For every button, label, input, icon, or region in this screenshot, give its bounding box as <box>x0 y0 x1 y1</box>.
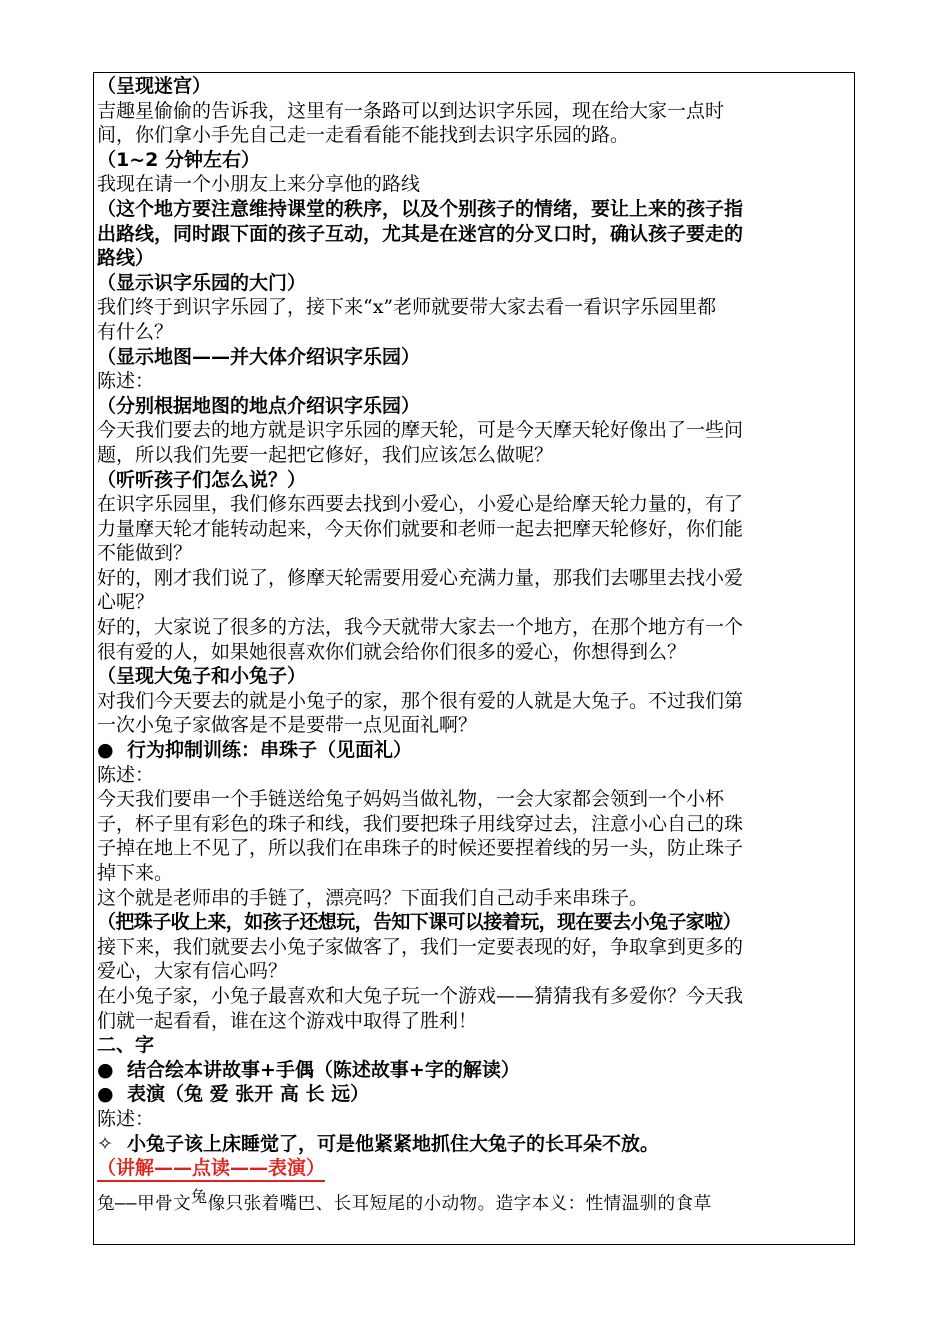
paragraph-line: 我现在请一个小朋友上来分享他的路线 <box>97 173 421 196</box>
paragraph-line: 爱心，大家有信心吗？ <box>97 960 288 983</box>
paragraph-line: 子，杯子里有彩色的珠子和线，我们要把珠子用线穿过去，注意小心自己的珠 <box>97 812 744 835</box>
bullet-icon: ● <box>97 739 114 762</box>
oracle-bone-glyph: 兔 <box>191 1186 208 1206</box>
stage-note: （显示识字乐园的大门） <box>97 271 307 294</box>
paragraph-line: 今天我们要串一个手链送给兔子妈妈当做礼物，一会大家都会领到一个小杯 <box>97 788 725 811</box>
diamond-heading <box>97 1132 853 1157</box>
paragraph-line <box>97 1185 853 1216</box>
paragraph-line: 一次小兔子家做客是不是要带一点见面礼啊？ <box>97 714 478 737</box>
paragraph-line: 在小兔子家，小兔子最喜欢和大兔子玩一个游戏——猜猜我有多爱你？今天我 <box>97 984 744 1007</box>
bullet-heading <box>97 1082 853 1107</box>
bullet-icon: ● <box>97 1083 114 1106</box>
paragraph-line: 很有爱的人，如果她很喜欢你们就会给你们很多的爱心，你想得到么？ <box>97 640 687 663</box>
stage-note: （呈现迷宫） <box>97 75 212 97</box>
bullet-heading <box>97 1058 853 1083</box>
bullet-text: 表演（兔 爱 张开 高 长 远） <box>127 1083 370 1106</box>
paragraph-line: 我们终于到识字乐园了，接下来“x”老师就要带大家去看一看识字乐园里都 <box>97 296 717 319</box>
paragraph-line: 题，所以我们先要一起把它修好，我们应该怎么做呢？ <box>97 443 554 466</box>
paragraph-line: 心呢？ <box>97 591 155 614</box>
paragraph-line: 吉趣星偷偷的告诉我，这里有一条路可以到达识字乐园，现在给大家一点时 <box>97 99 725 122</box>
paragraph-line: 在识字乐园里，我们修东西要去找到小爱心，小爱心是给摩天轮力量的，有了 <box>97 493 744 516</box>
paragraph-line: 陈述： <box>97 370 155 393</box>
stage-note: （呈现大兔子和小兔子） <box>97 665 307 688</box>
stage-note: （显示地图——并大体介绍识字乐园） <box>97 345 421 368</box>
red-note-text: （讲解——点读——表演） <box>97 1157 325 1182</box>
paragraph-line: 力量摩天轮才能转动起来，今天你们就要和老师一起去把摩天轮修好，你们能 <box>97 517 744 540</box>
paragraph-line: 好的，大家说了很多的方法，我今天就带大家去一个地方，在那个地方有一个 <box>97 616 744 639</box>
paragraph-line: 陈述： <box>97 763 155 786</box>
paragraph-line: 陈述： <box>97 1107 155 1130</box>
stage-note: （把珠子收上来，如孩子还想玩，告知下课可以接着玩，现在要去小兔子家啦） <box>97 911 742 934</box>
paragraph-line: 子掉在地上不见了，所以我们在串珠子的时候还要捏着线的另一头，防止珠子 <box>97 837 744 860</box>
section-heading: 二、字 <box>97 1034 155 1057</box>
paragraph-line: 这个就是老师串的手链了，漂亮吗？下面我们自己动手来串珠子。 <box>97 886 649 909</box>
diamond-text: 小兔子该上床睡觉了，可是他紧紧地抓住大兔子的长耳朵不放。 <box>127 1132 660 1155</box>
lesson-plan-text <box>97 74 853 1216</box>
diamond-icon: ✧ <box>97 1132 113 1155</box>
red-note <box>97 1156 853 1181</box>
stage-note: （分别根据地图的地点介绍识字乐园） <box>97 394 421 417</box>
stage-note: （这个地方要注意维持课堂的秩序，以及个别孩子的情绪，要让上来的孩子指 <box>97 197 744 220</box>
stage-note: 路线） <box>97 247 155 270</box>
paragraph-line: 掉下来。 <box>97 862 174 884</box>
paragraph-line: 接下来，我们就要去小兔子家做客了，我们一定要表现的好，争取拿到更多的 <box>97 935 744 958</box>
paragraph-line: 间，你们拿小手先自己走一走看看能不能找到去识字乐园的路。 <box>97 124 630 147</box>
stage-note: （1~2 分钟左右） <box>97 148 260 171</box>
paragraph-line: 不能做到？ <box>97 542 193 565</box>
paragraph-line: 好的，刚才我们说了，修摩天轮需要用爱心充满力量，那我们去哪里去找小爱 <box>97 566 744 589</box>
bullet-icon: ● <box>97 1058 114 1081</box>
bullet-heading <box>97 738 853 763</box>
bullet-text: 结合绘本讲故事+手偶（陈述故事+字的解读） <box>127 1058 520 1081</box>
paragraph-line: 们就一起看看，谁在这个游戏中取得了胜利！ <box>97 1009 478 1032</box>
char-explanation-b: 像只张着嘴巴、长耳短尾的小动物。造字本义：性情温驯的食草 <box>207 1193 712 1214</box>
paragraph-line: 对我们今天要去的就是小兔子的家，那个很有爱的人就是大兔子。不过我们第 <box>97 689 744 712</box>
stage-note: （听听孩子们怎么说？） <box>97 468 307 491</box>
paragraph-line: 今天我们要去的地方就是识字乐园的摩天轮，可是今天摩天轮好像出了一些问 <box>97 419 744 442</box>
stage-note: 出路线，同时跟下面的孩子互动，尤其是在迷宫的分叉口时，确认孩子要走的 <box>97 222 744 245</box>
paragraph-line: 有什么？ <box>97 320 174 343</box>
bullet-text: 行为抑制训练：串珠子（见面礼） <box>127 739 413 762</box>
char-explanation-a: 兔——甲骨文 <box>97 1193 192 1214</box>
